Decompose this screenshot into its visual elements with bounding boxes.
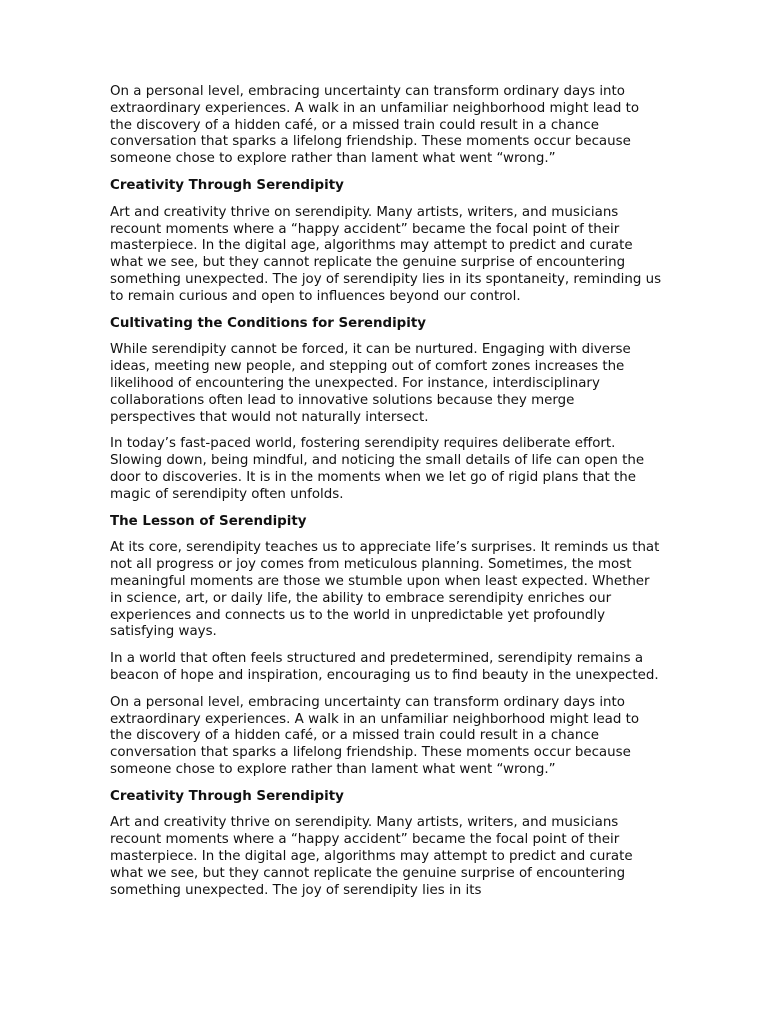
- body-paragraph: On a personal level, embracing uncertainty can transform ordinary days into extraordinary experiences. A walk in an unfamiliar neighborhood might lead to the discovery of a hidden café, or a missed train could result in a chance conversation that sparks a lifelong friendship. These moments occur because someone chose to explore rather than lament what went “wrong.”: [110, 694, 640, 777]
- body-paragraph: Art and creativity thrive on serendipity. Many artists, writers, and musicians recount moments where a “happy accident” became the focal point of their masterpiece. In the digital age, algorithms may attempt to predict and curate what we see, but they cannot replicate the genuine surprise of encountering something unexpected. The joy of serendipity lies in its: [110, 815, 633, 898]
- section-heading: The Lesson of Serendipity: [110, 513, 307, 529]
- section-heading: Cultivating the Conditions for Serendipity: [110, 315, 426, 331]
- body-paragraph: In a world that often feels structured and predetermined, serendipity remains a beacon of hope and inspiration, encouraging us to find beauty in the unexpected.: [110, 651, 659, 683]
- section-heading: Creativity Through Serendipity: [110, 788, 344, 804]
- body-paragraph: While serendipity cannot be forced, it can be nurtured. Engaging with diverse ideas, meeting new people, and stepping out of comfort zones increases the likelihood of encountering the unexpected. For instance, interdisciplinary collaborations often lead to innovative solutions because they merge perspectives that would not naturally intersect.: [110, 342, 631, 425]
- body-paragraph: In today’s fast-paced world, fostering serendipity requires deliberate effort. Slowing down, being mindful, and noticing the small details of life can open the door to discoveries. It is in the moments when we let go of rigid plans that the magic of serendipity often unfolds.: [110, 436, 645, 502]
- section-heading: Creativity Through Serendipity: [110, 177, 344, 193]
- document-page: [110, 84, 662, 909]
- body-paragraph: Art and creativity thrive on serendipity. Many artists, writers, and musicians recount moments where a “happy accident” became the focal point of their masterpiece. In the digital age, algorithms may attempt to predict and curate what we see, but they cannot replicate the genuine surprise of encountering something unexpected. The joy of serendipity lies in its spontaneity, reminding us to remain curious and open to influences beyond our control.: [110, 204, 662, 304]
- body-paragraph: On a personal level, embracing uncertainty can transform ordinary days into extraordinary experiences. A walk in an unfamiliar neighborhood might lead to the discovery of a hidden café, or a missed train could result in a chance conversation that sparks a lifelong friendship. These moments occur because someone chose to explore rather than lament what went “wrong.”: [110, 84, 640, 167]
- body-paragraph: At its core, serendipity teaches us to appreciate life’s surprises. It reminds us that not all progress or joy comes from meticulous planning. Sometimes, the most meaningful moments are those we stumble upon when least expected. Whether in science, art, or daily life, the ability to embrace serendipity enriches our experiences and connects us to the world in unpredictable yet profoundly satisfying ways.: [110, 540, 660, 640]
